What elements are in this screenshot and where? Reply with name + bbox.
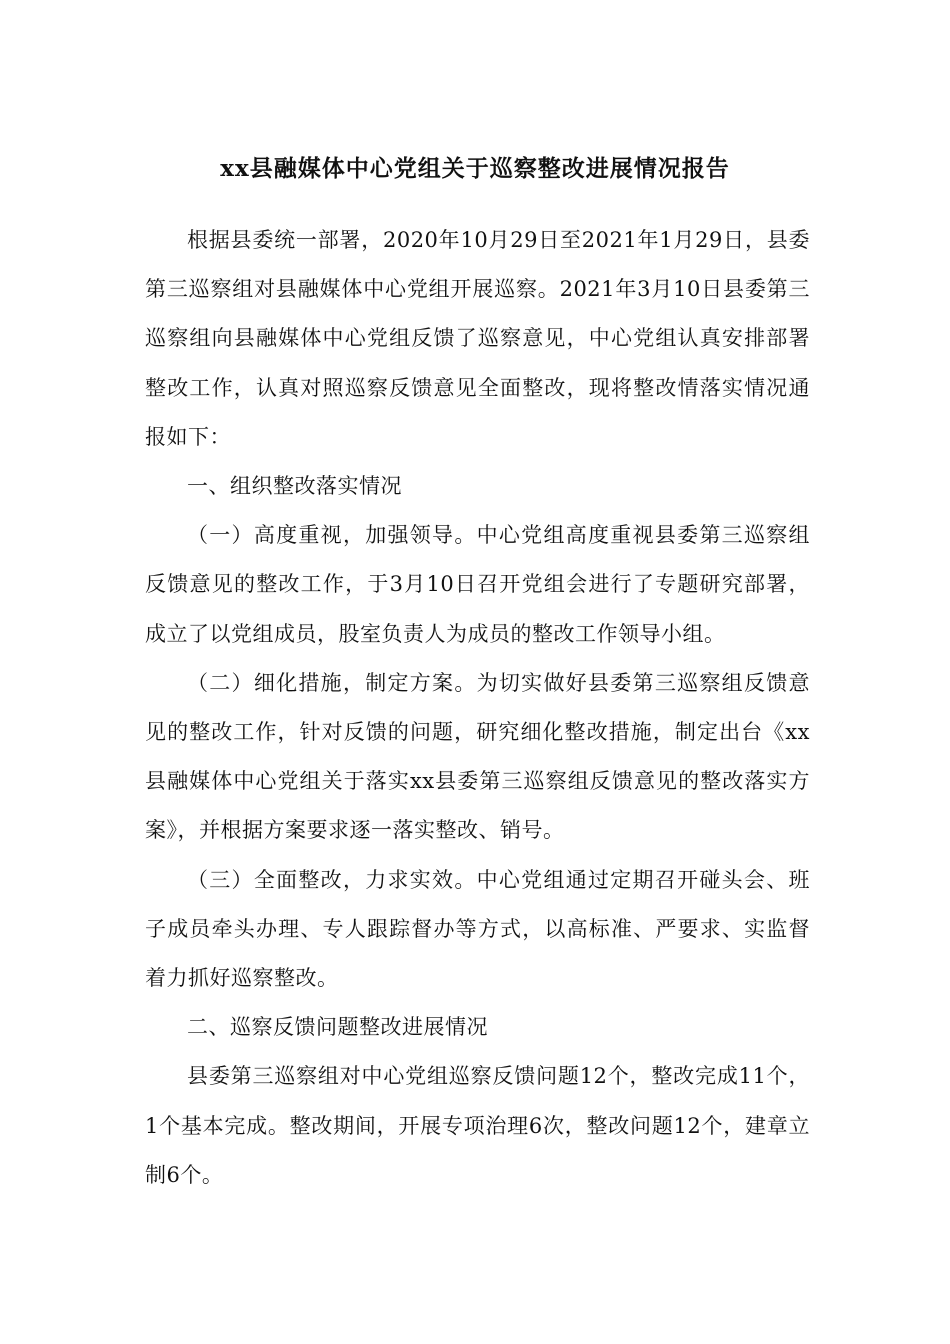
paragraph-1-3: （三）全面整改，力求实效。中心党组通过定期召开碰头会、班子成员牵头办理、专人跟踪督办等方式，以高标准、严要求、实监督着力抓好巡察整改。 xyxy=(145,867,810,991)
paragraph-2-1: 县委第三巡察组对中心党组巡察反馈问题12个，整改完成11个，1个基本完成。整改期间，开展专项治理6次，整改问题12个，建章立制6个。 xyxy=(145,1064,810,1187)
paragraph-1-2: （二）细化措施，制定方案。为切实做好县委第三巡察组反馈意见的整改工作，针对反馈的问题，研究细化整改措施，制定出台《xx县融媒体中心党组关于落实xx县委第三巡察组反馈意见的整改落实方案》，并根据方案要求逐一落实整改、销号。 xyxy=(145,670,810,843)
document-title: xx县融媒体中心党组关于巡察整改进展情况报告 xyxy=(220,155,730,182)
section-heading-1: 一、组织整改落实情况 xyxy=(187,474,402,499)
paragraph-intro: 根据县委统一部署，2020年10月29日至2021年1月29日，县委第三巡察组对县融媒体中心党组开展巡察。2021年3月10日县委第三巡察组向县融媒体中心党组反馈了巡察意见，中心党组认真安排部署整改工作，认真对照巡察反馈意见全面整改，现将整改情落实情况通报如下： xyxy=(145,228,810,449)
paragraph-1-1: （一）高度重视，加强领导。中心党组高度重视县委第三巡察组反馈意见的整改工作，于3月10日召开党组会进行了专题研究部署，成立了以党组成员，股室负责人为成员的整改工作领导小组。 xyxy=(145,523,810,646)
document-body xyxy=(145,216,810,1200)
section-heading-2: 二、巡察反馈问题整改进展情况 xyxy=(187,1015,488,1040)
